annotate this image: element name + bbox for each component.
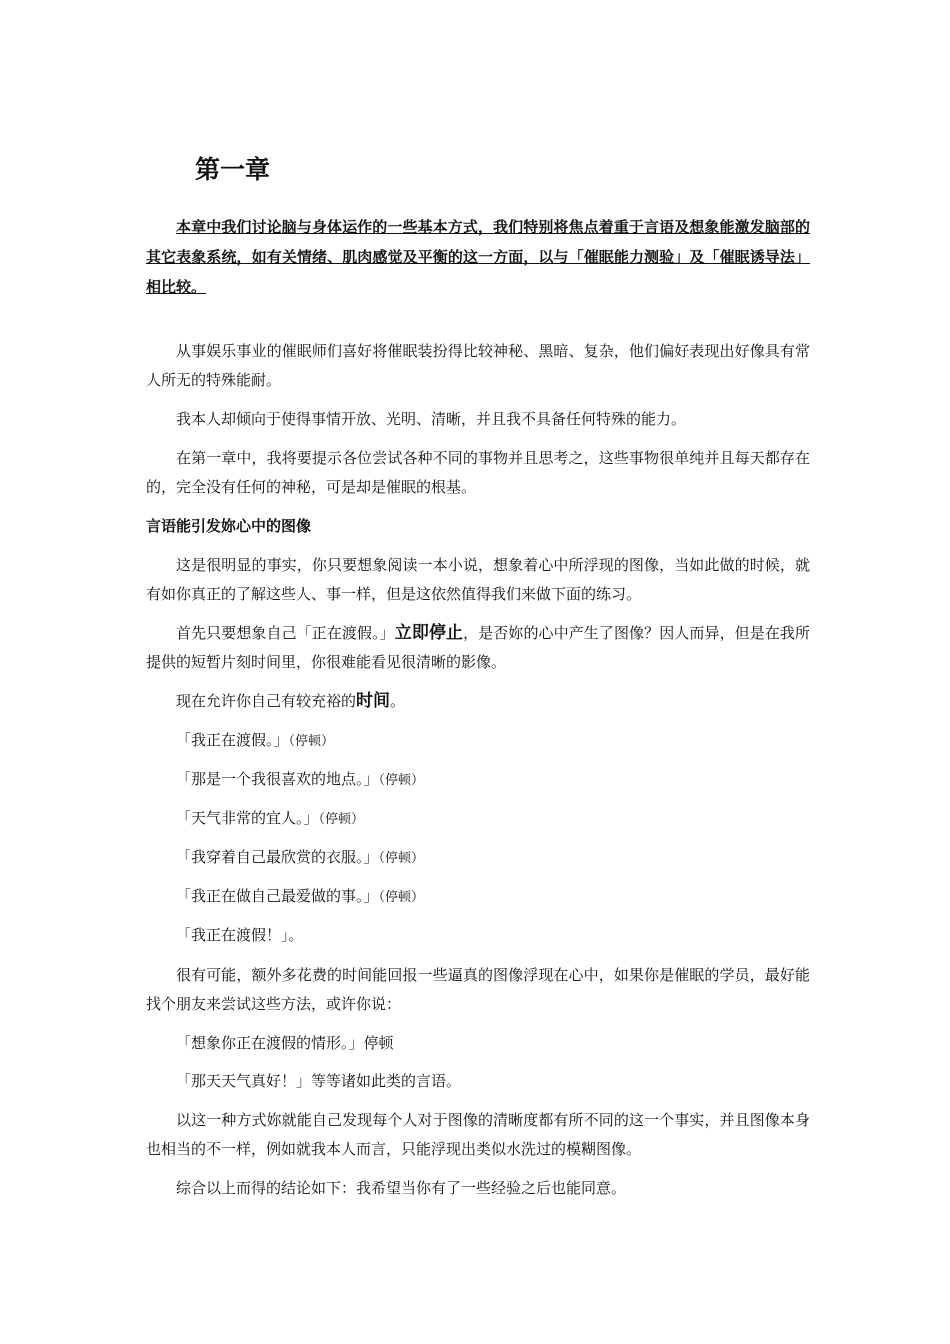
quote-line-5 [146,882,810,912]
quote-text: 「我正在渡假。」 [176,731,289,749]
quote-line-6 [146,921,810,951]
chapter-title: 第一章 [195,155,271,184]
quote-text: 「我正在渡假！」。 [176,926,304,944]
paragraph-text: 现在允许你自己有较充裕的 [176,692,357,710]
body-text [146,337,810,1213]
intro-paragraph-3: 在第一章中，我将要提示各位尝试各种不同的事物并且思考之，这些事物很单纯并且每天都存在的，完全没有任何的神秘，可是却是催眠的根基。 [146,449,810,496]
pause-note: （停顿） [378,890,425,905]
emphasis-text: 时间 [356,691,391,711]
section-paragraph-6: 综合以上而得的结论如下：我希望当你有了一些经验之后也能同意。 [176,1179,627,1197]
paragraph-text: 首先只要想象自己「正在渡假。」 [176,624,395,642]
section-paragraph-2 [146,619,810,677]
intro-paragraph-1: 从事娱乐事业的催眠师们喜好将催眠装扮得比较神秘、黑暗、复杂，他们偏好表现出好像具有常人所无的特殊能耐。 [146,342,810,389]
emphasis-text: 立即停止 [394,623,464,643]
paragraph-text: ，是否妳的心中产生了图像？因人而异，但是在我所提供的短暂片刻时间里，你很难能看见很清晰的影像。 [146,624,810,671]
section-paragraph-1: 这是很明显的事实，你只要想象阅读一本小说，想象着心中所浮现的图像，当如此做的时候，就有如你真正的了解这些人、事一样，但是这依然值得我们来做下面的练习。 [146,556,810,603]
quote-text: 「天气非常的宜人。」 [176,809,319,827]
quote-text: 「那是一个我很喜欢的地点。」 [176,770,379,788]
example-quote-2: 「那天天气真好！」等等诸如此类的言语。 [176,1072,462,1090]
example-quote-1: 「想象你正在渡假的情形。」停顿 [176,1034,394,1052]
quote-line-2 [146,765,810,795]
pause-note: （停顿） [378,851,425,866]
quote-line-3 [146,804,810,834]
section-heading: 言语能引发妳心中的图像 [146,517,312,535]
intro-paragraph-2: 我本人却倾向于使得事情开放、光明、清晰，并且我不具备任何特殊的能力。 [176,410,687,428]
quote-line-1 [146,726,810,756]
section-paragraph-3 [146,687,810,716]
chapter-abstract: 本章中我们讨论脑与身体运作的一些基本方式，我们特别将焦点着重于言语及想象能激发脑部的其它表象系统，如有关情绪、肌肉感觉及平衡的这一方面，以与「催眠能力测验」及「催眠诱导法」相比较。 [146,218,810,296]
quote-text: 「我正在做自己最爱做的事。」 [176,887,379,905]
section-paragraph-5: 以这一种方式妳就能自己发现每个人对于图像的清晰度都有所不同的这一个事实，并且图像本身也相当的不一样，例如就我本人而言，只能浮现出类似水洗过的模糊图像。 [146,1111,810,1158]
pause-note: （停顿） [318,812,365,827]
pause-note: （停顿） [288,734,335,749]
pause-note: （停顿） [378,773,425,788]
paragraph-text: 。 [390,692,406,710]
quote-line-4 [146,843,810,873]
quote-text: 「我穿着自己最欣赏的衣服。」 [176,848,379,866]
section-paragraph-4: 很有可能，额外多花费的时间能回报一些逼真的图像浮现在心中，如果你是催眠的学员，最好能找个朋友来尝试这些方法，或许你说： [146,966,810,1013]
